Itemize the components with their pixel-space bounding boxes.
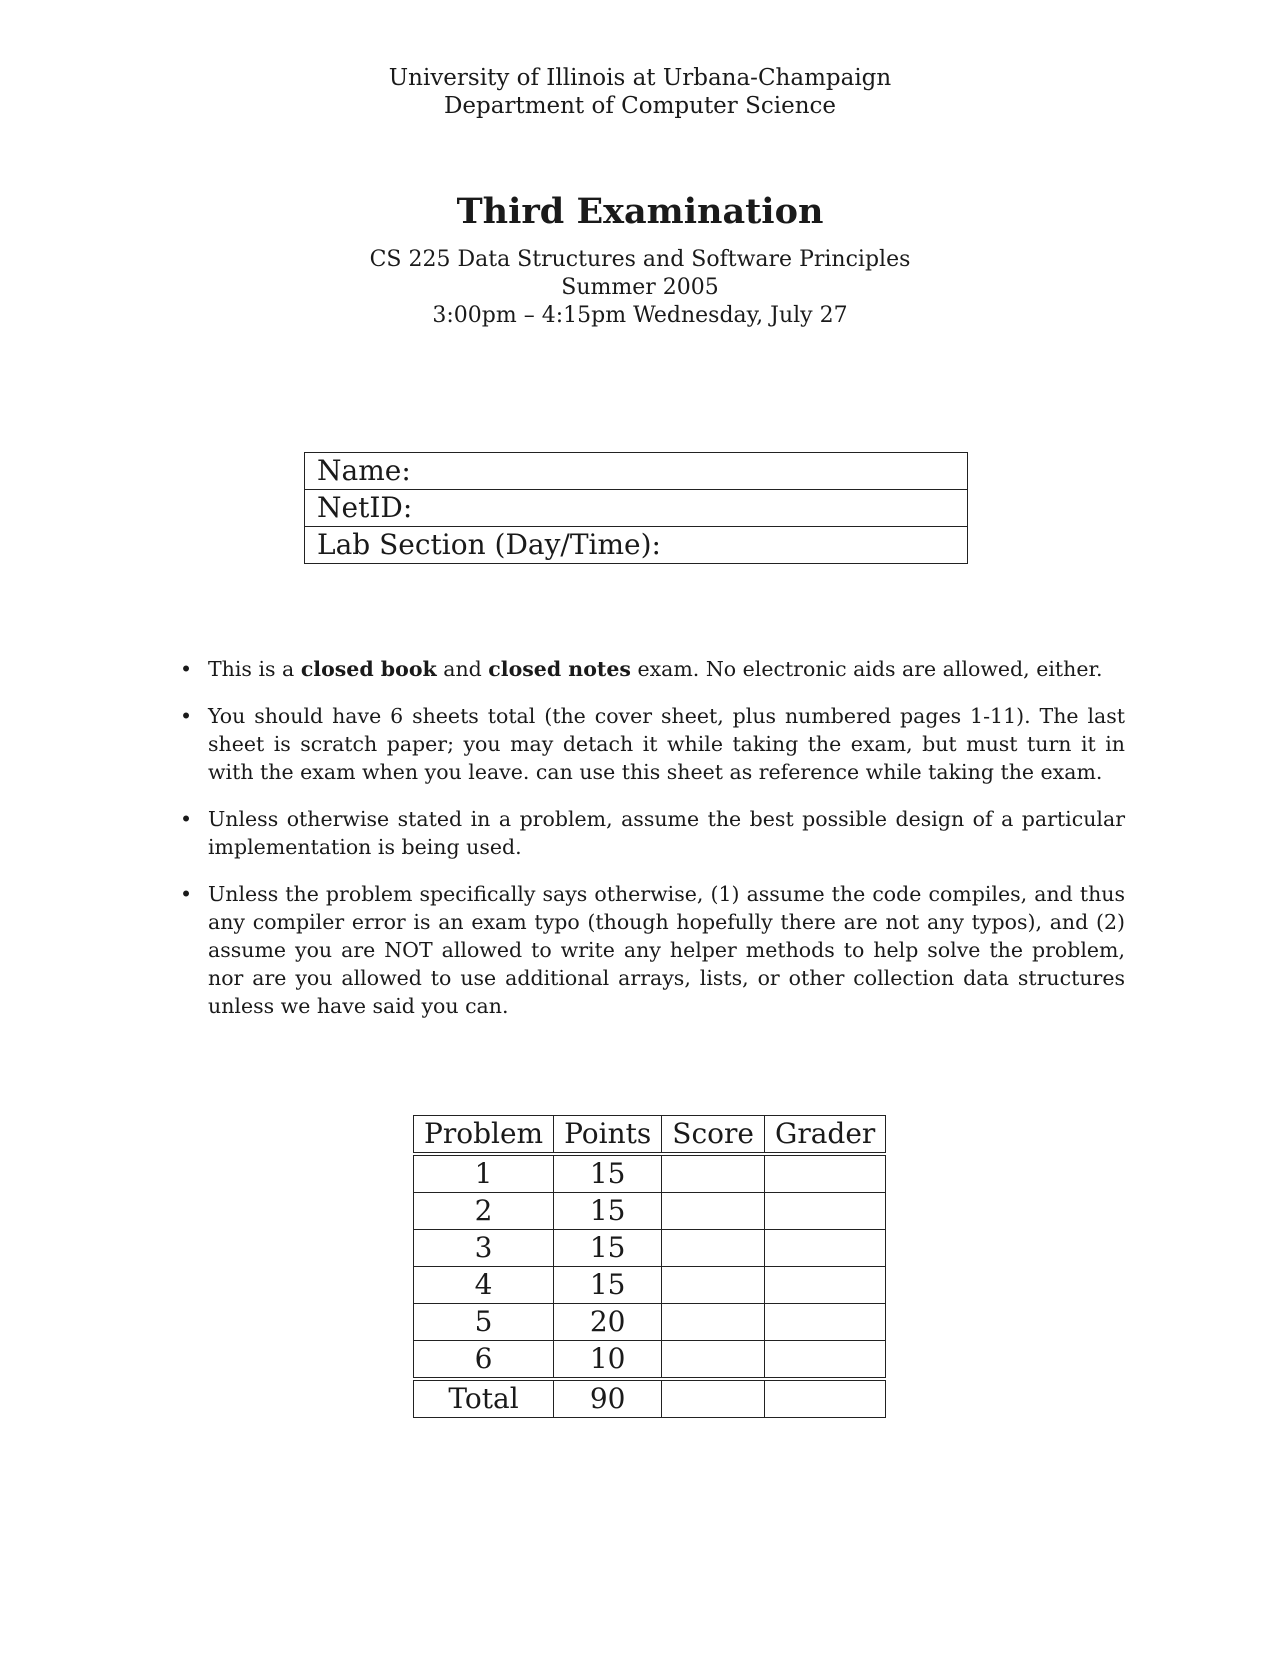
total-row bbox=[414, 1379, 886, 1418]
instructions-list bbox=[180, 655, 1125, 1039]
points-cell: 15 bbox=[554, 1193, 662, 1230]
bullet-icon: • bbox=[180, 882, 193, 906]
department-name: Department of Computer Science bbox=[443, 93, 837, 119]
netid-field[interactable]: NetID: bbox=[305, 490, 968, 527]
grader-cell bbox=[764, 1230, 885, 1267]
total-label: Total bbox=[414, 1379, 554, 1418]
list-item: • Unless otherwise stated in a problem, assume the best possible design of a particular implementation is being used. bbox=[180, 807, 1125, 859]
score-cell bbox=[662, 1230, 765, 1267]
table-row bbox=[414, 1193, 886, 1230]
grader-cell bbox=[764, 1341, 885, 1380]
points-cell: 10 bbox=[554, 1341, 662, 1380]
grader-cell bbox=[764, 1193, 885, 1230]
total-score-cell bbox=[662, 1379, 765, 1418]
bullet-icon: • bbox=[180, 807, 193, 831]
course-name: CS 225 Data Structures and Software Principles bbox=[369, 247, 911, 272]
lab-section-field[interactable]: Lab Section (Day/Time): bbox=[305, 527, 968, 564]
total-grader-cell bbox=[764, 1379, 885, 1418]
score-cell bbox=[662, 1193, 765, 1230]
points-cell: 15 bbox=[554, 1267, 662, 1304]
column-header-grader: Grader bbox=[764, 1116, 885, 1155]
bullet-icon: • bbox=[180, 704, 193, 728]
column-header-problem: Problem bbox=[414, 1116, 554, 1155]
score-cell bbox=[662, 1341, 765, 1380]
table-row bbox=[414, 1154, 886, 1193]
list-item: • You should have 6 sheets total (the cover sheet, plus numbered pages 1-11). The last sheet is scratch paper; you may detach it while taking the exam, but must turn it in with the exam when you leave. can use this sheet as reference while taking the exam. bbox=[180, 704, 1125, 784]
problem-cell: 6 bbox=[414, 1341, 554, 1380]
table-row bbox=[414, 1230, 886, 1267]
bullet-icon: • bbox=[180, 657, 193, 681]
exam-title: Third Examination bbox=[456, 191, 824, 232]
student-info-table bbox=[304, 452, 968, 564]
exam-term: Summer 2005 bbox=[561, 275, 719, 300]
table-row bbox=[414, 1304, 886, 1341]
score-cell bbox=[662, 1267, 765, 1304]
problem-cell: 5 bbox=[414, 1304, 554, 1341]
score-table bbox=[413, 1115, 886, 1418]
points-cell: 15 bbox=[554, 1230, 662, 1267]
problem-cell: 2 bbox=[414, 1193, 554, 1230]
total-points: 90 bbox=[554, 1379, 662, 1418]
closed-notes-emphasis: closed notes bbox=[488, 657, 631, 681]
list-item: • This is a closed book and closed notes exam. No electronic aids are allowed, either. bbox=[180, 657, 1103, 681]
points-cell: 15 bbox=[554, 1154, 662, 1193]
exam-time: 3:00pm – 4:15pm Wednesday, July 27 bbox=[432, 303, 848, 328]
problem-cell: 4 bbox=[414, 1267, 554, 1304]
score-cell bbox=[662, 1304, 765, 1341]
grader-cell bbox=[764, 1154, 885, 1193]
problem-cell: 3 bbox=[414, 1230, 554, 1267]
list-item: • Unless the problem specifically says otherwise, (1) assume the code compiles, and thus any compiler error is an exam typo (though hopefully there are not any typos), and (2) assume you are NOT allowed to write any helper methods to help solve the problem, nor are you allowed to use additional arrays, lists, or other collection data structures unless we have said you can. bbox=[180, 882, 1125, 1018]
closed-book-emphasis: closed book bbox=[300, 657, 437, 681]
name-field[interactable]: Name: bbox=[305, 453, 968, 490]
column-header-score: Score bbox=[662, 1116, 765, 1155]
score-cell bbox=[662, 1154, 765, 1193]
grader-cell bbox=[764, 1304, 885, 1341]
points-cell: 20 bbox=[554, 1304, 662, 1341]
column-header-points: Points bbox=[554, 1116, 662, 1155]
table-row bbox=[414, 1341, 886, 1380]
grader-cell bbox=[764, 1267, 885, 1304]
university-name: University of Illinois at Urbana-Champaign bbox=[388, 65, 892, 91]
problem-cell: 1 bbox=[414, 1154, 554, 1193]
table-row bbox=[414, 1267, 886, 1304]
